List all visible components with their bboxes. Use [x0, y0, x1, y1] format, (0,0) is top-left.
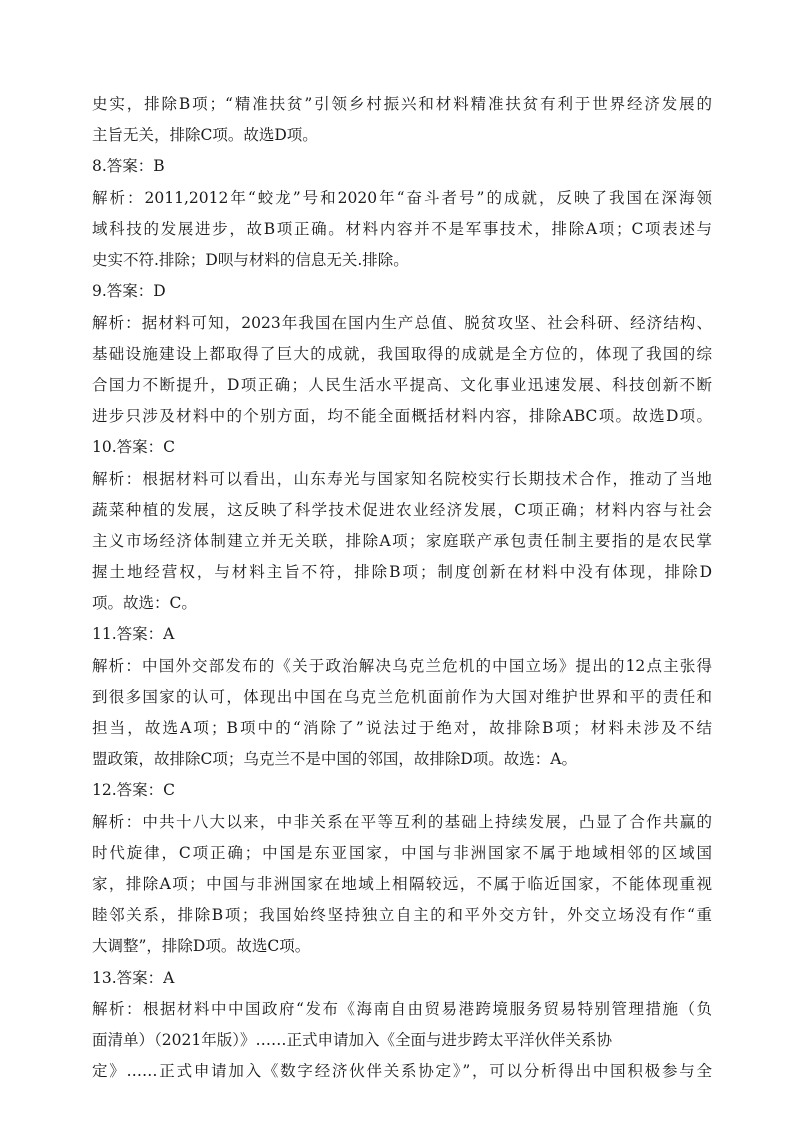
text-line: 进步只涉及材料中的个别方面，均不能全面概括材料内容，排除ABC项。故选D项。	[92, 407, 712, 425]
text-line: 解析：2011,2012年“蛟龙”号和2020年“奋斗者号”的成就，反映了我国在深海领	[92, 189, 712, 207]
answer-heading-13: 13.答案：A	[92, 969, 175, 987]
text-line: 握土地经营权，与材料主旨不符，排除B项；制度创新在材料中没有体现，排除D	[92, 563, 712, 581]
answer-heading-12: 12.答案：C	[92, 781, 176, 799]
answer-heading-9: 9.答案：D	[92, 282, 166, 300]
text-line: 解析：中共十八大以来，中非关系在平等互利的基础上持续发展，凸显了合作共赢的	[92, 813, 712, 831]
text-line: 盟政策，故排除C项；乌克兰不是中国的邻国，故排除D项。故选：A。	[92, 750, 577, 768]
text-line: 大调整”，排除D项。故选C项。	[92, 937, 311, 955]
text-line: 项。故选：C。	[92, 594, 197, 612]
text-line: 主义市场经济体制建立并无关联，排除A项；家庭联产承包责任制主要指的是农民掌	[92, 532, 712, 550]
text-line: 解析：根据材料可以看出，山东寿光与国家知名院校实行长期技术合作，推动了当地	[92, 470, 712, 488]
answer-heading-8: 8.答案：B	[92, 157, 165, 175]
answer-heading-11: 11.答案：A	[92, 625, 175, 643]
text-line: 主旨无关，排除C项。故选D项。	[92, 126, 318, 144]
text-line: 定》……正式申请加入《数字经济伙伴关系协定》”，可以分析得出中国积极参与全	[92, 1062, 712, 1080]
text-line: 域科技的发展进步，故B项正确。材料内容并不是军事技术，排除A项；C项表述与	[92, 220, 712, 238]
answer-heading-10: 10.答案：C	[92, 438, 176, 456]
text-line: 史实不符.排除；D呗与材料的信息无关.排除。	[92, 251, 409, 269]
text-line: 史实，排除B项；“精准扶贫”引领乡村振兴和材料精准扶贫有利于世界经济发展的	[92, 95, 712, 113]
text-line: 合国力不断提升，D项正确；人民生活水平提高、文化事业迅速发展、科技创新不断	[92, 376, 712, 394]
text-line: 时代旋律，C项正确；中国是东亚国家，中国与非洲国家不属于地域相邻的区域国	[92, 844, 712, 862]
text-line: 解析：据材料可知，2023年我国在国内生产总值、脱贫攻坚、社会科研、经济结构、	[92, 314, 712, 332]
text-line: 蔬菜种植的发展，这反映了科学技术促进农业经济发展，C项正确；材料内容与社会	[92, 501, 712, 519]
text-line: 基础设施建设上都取得了巨大的成就，我国取得的成就是全方位的，体现了我国的综	[92, 345, 712, 363]
text-line: 家，排除A项；中国与非洲国家在地域上相隔较远，不属于临近国家，不能体现重视	[92, 875, 712, 893]
text-line: 解析：根据材料中中国政府“发布《海南自由贸易港跨境服务贸易特别管理措施（负	[92, 1000, 712, 1018]
text-line: 担当，故选A项；B项中的“消除了”说法过于绝对，故排除B项；材料未涉及不结	[92, 719, 712, 737]
text-line: 解析：中国外交部发布的《关于政治解决乌克兰危机的中国立场》提出的12点主张得	[92, 657, 712, 675]
text-line: 睦邻关系，排除B项；我国始终坚持独立自主的和平外交方针，外交立场没有作“重	[92, 906, 712, 924]
text-line: 面清单）（2021年版）》……正式申请加入《全面与进步跨太平洋伙伴关系协	[92, 1031, 612, 1049]
text-line: 到很多国家的认可，体现出中国在乌克兰危机面前作为大国对维护世界和平的责任和	[92, 688, 712, 706]
